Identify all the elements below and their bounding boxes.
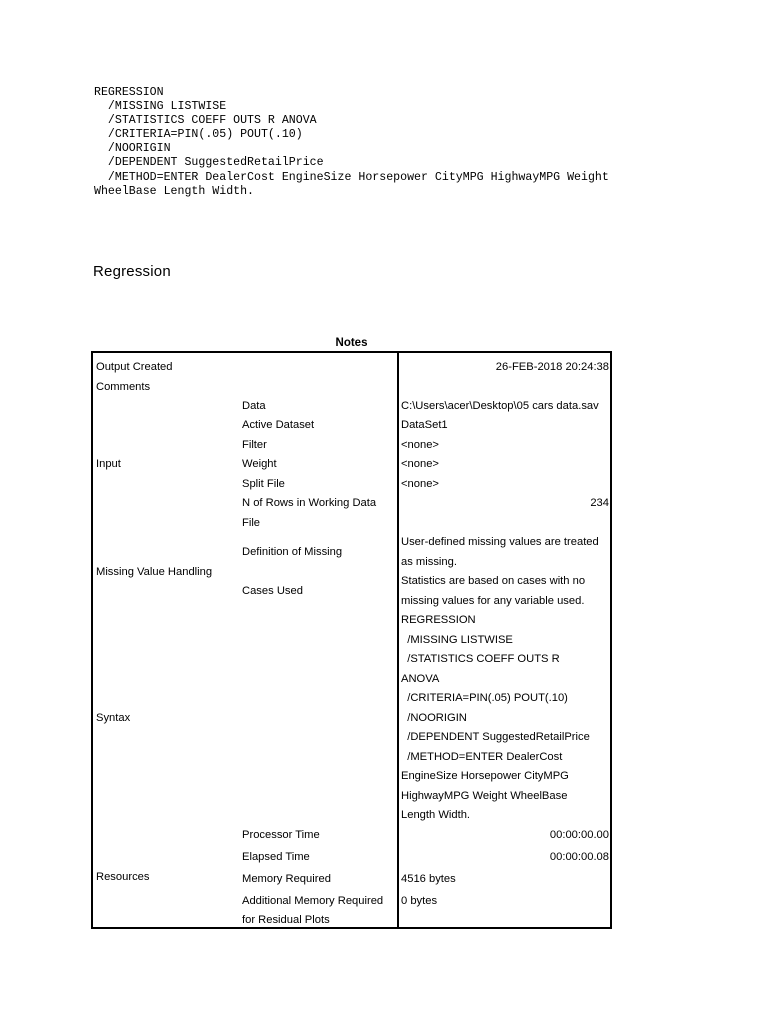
rows-label-continued: File <box>242 517 261 529</box>
syntax-value-line: REGRESSION <box>401 614 476 626</box>
split-file-label: Split File <box>242 478 285 490</box>
syntax-line: /STATISTICS COEFF OUTS R ANOVA <box>94 114 317 128</box>
processor-time-label: Processor Time <box>242 829 320 841</box>
rows-value: 234 <box>590 497 609 509</box>
additional-memory-label: Additional Memory Required <box>242 895 384 907</box>
syntax-line: /NOORIGIN <box>94 142 171 156</box>
syntax-line: /DEPENDENT SuggestedRetailPrice <box>94 156 324 170</box>
output-created-label: Output Created <box>96 361 173 373</box>
definition-value-continued: as missing. <box>401 556 457 568</box>
syntax-line: /CRITERIA=PIN(.05) POUT(.10) <box>94 128 303 142</box>
syntax-value-line: /METHOD=ENTER DealerCost <box>401 751 563 763</box>
missing-value-handling-label: Missing Value Handling <box>96 566 213 578</box>
syntax-label: Syntax <box>96 712 131 724</box>
data-value: C:\Users\acer\Desktop\05 cars data.sav <box>401 400 599 412</box>
active-dataset-label: Active Dataset <box>242 419 315 431</box>
processor-time-value: 00:00:00.00 <box>549 829 609 841</box>
syntax-line: REGRESSION <box>94 86 164 99</box>
syntax-value-line: /CRITERIA=PIN(.05) POUT(.10) <box>401 692 568 704</box>
syntax-line: /MISSING LISTWISE <box>94 100 227 114</box>
filter-value: <none> <box>401 439 439 451</box>
memory-required-value: 4516 bytes <box>401 873 456 885</box>
weight-value: <none> <box>401 458 439 470</box>
memory-required-label: Memory Required <box>242 873 331 885</box>
rows-label: N of Rows in Working Data <box>242 497 377 509</box>
notes-table <box>91 351 612 929</box>
column-divider <box>397 353 399 927</box>
syntax-value-line: /MISSING LISTWISE <box>401 634 513 646</box>
additional-memory-value: 0 bytes <box>401 895 438 907</box>
elapsed-time-value: 00:00:00.08 <box>549 851 609 863</box>
cases-used-label: Cases Used <box>242 585 303 597</box>
active-dataset-value: DataSet1 <box>401 419 448 431</box>
section-heading: Regression <box>93 263 171 280</box>
syntax-line: /METHOD=ENTER DealerCost EngineSize Horsepower CityMPG HighwayMPG Weight <box>94 170 609 184</box>
data-label: Data <box>242 400 266 412</box>
output-created-value: 26-FEB-2018 20:24:38 <box>495 361 609 373</box>
resources-label: Resources <box>96 871 150 883</box>
definition-label: Definition of Missing <box>242 546 343 558</box>
split-file-value: <none> <box>401 478 439 490</box>
syntax-value-line: /NOORIGIN <box>401 712 467 724</box>
additional-memory-label-continued: for Residual Plots <box>242 914 330 926</box>
syntax-value-line: HighwayMPG Weight WheelBase <box>401 790 568 802</box>
syntax-value-line: ANOVA <box>401 673 440 685</box>
syntax-value-line: /STATISTICS COEFF OUTS R <box>401 653 560 665</box>
syntax-line: WheelBase Length Width. <box>94 184 255 198</box>
definition-value: User-defined missing values are treated <box>401 536 599 548</box>
elapsed-time-label: Elapsed Time <box>242 851 310 863</box>
notes-caption: Notes <box>335 337 368 349</box>
syntax-value-line: Length Width. <box>401 809 471 821</box>
filter-label: Filter <box>242 439 267 451</box>
weight-label: Weight <box>242 458 277 470</box>
cases-used-value: Statistics are based on cases with no <box>401 575 586 587</box>
cases-used-value-continued: missing values for any variable used. <box>401 595 585 607</box>
comments-label: Comments <box>96 381 151 393</box>
input-label: Input <box>96 458 121 470</box>
syntax-value-line: /DEPENDENT SuggestedRetailPrice <box>401 731 590 743</box>
syntax-value-line: EngineSize Horsepower CityMPG <box>401 770 569 782</box>
syntax-block <box>94 86 609 199</box>
